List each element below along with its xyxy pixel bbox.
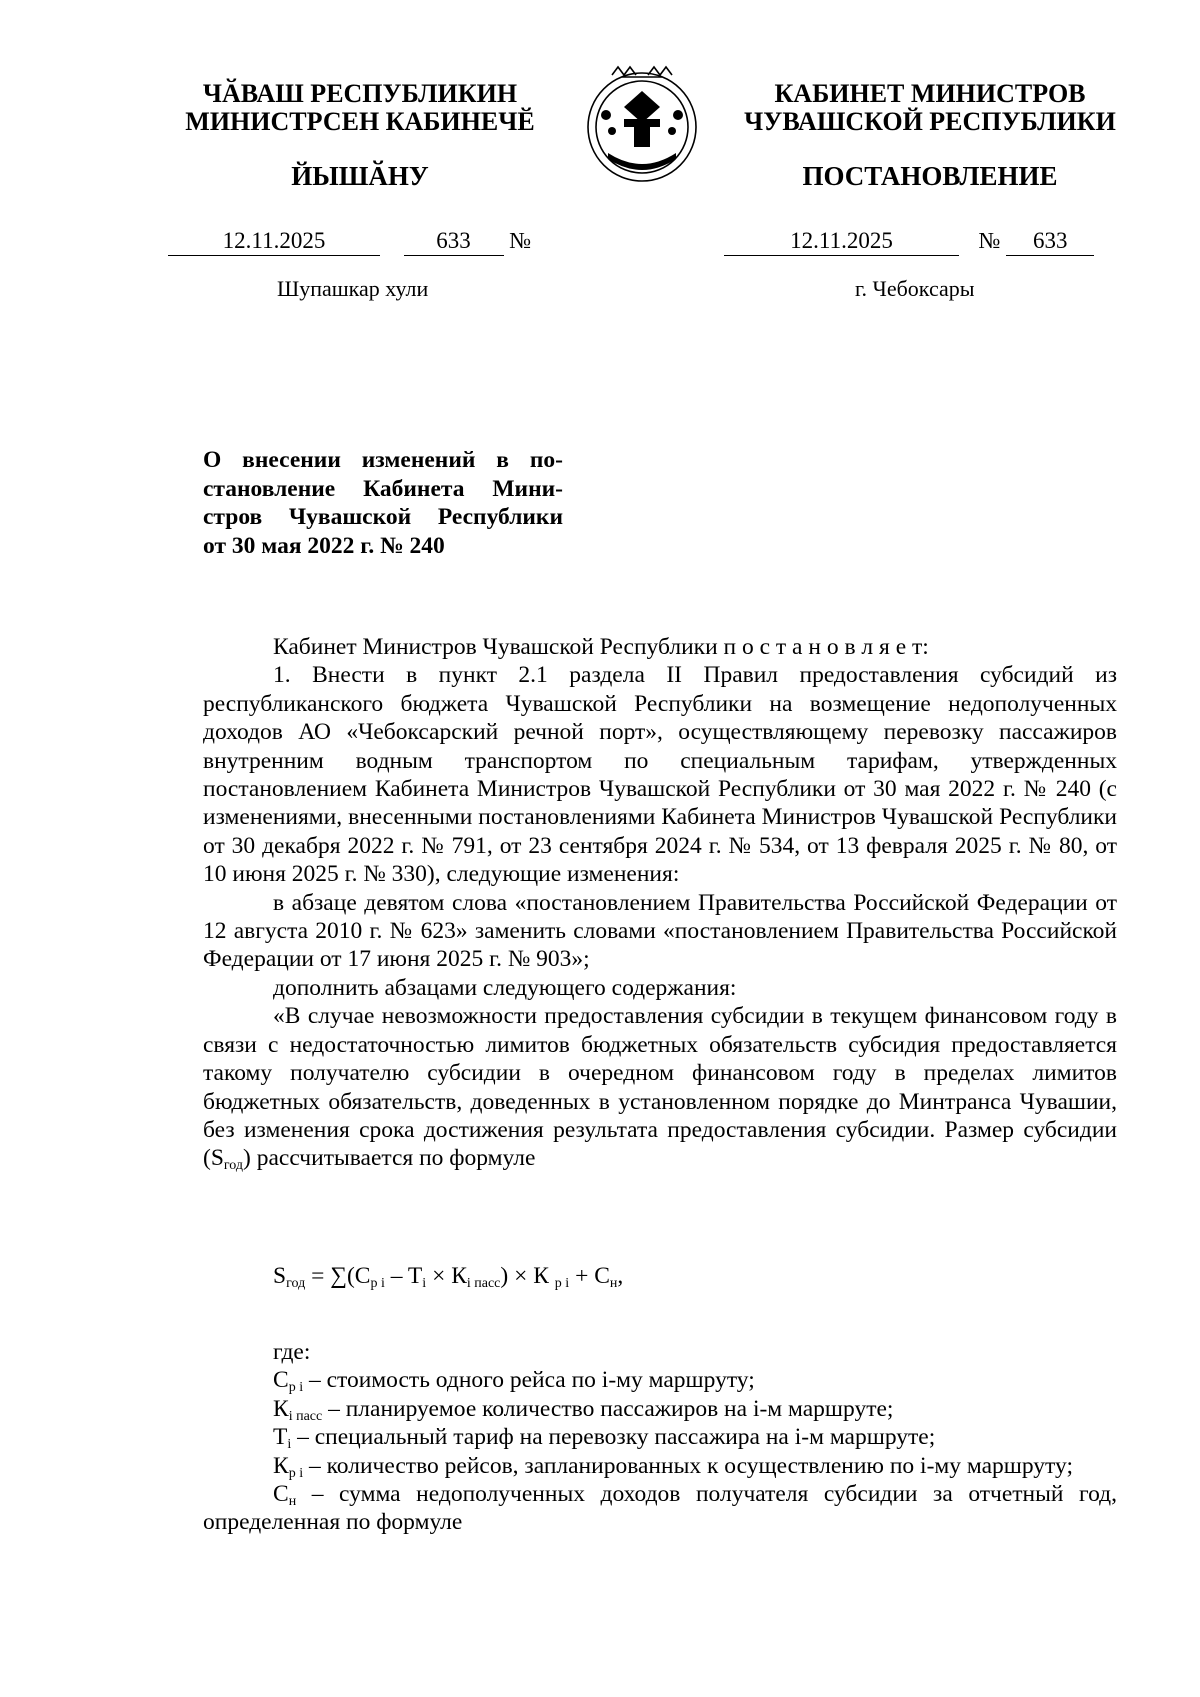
city-left: Шупашкар хули [277, 276, 429, 301]
header-left-doc-type: ЙЫШӐНУ [291, 161, 429, 191]
intro-verb: п о с т а н о в л я е т: [723, 634, 929, 660]
header-left-title [160, 80, 560, 136]
left-date: 12.11.2025 [168, 227, 380, 256]
body-text [203, 633, 1117, 1173]
definitions [203, 1338, 1117, 1537]
definition-k-ri: $К_{р i}$ – количество рейсов, запланированных к осуществлению по i-му маршруту; [273, 1452, 1073, 1481]
intro-paragraph [203, 633, 1117, 661]
header-left-line1: ЧӐВАШ РЕСПУБЛИКИН [202, 79, 518, 108]
city-right: г. Чебоксары [855, 276, 975, 301]
header-right-title [720, 80, 1140, 136]
header-right-line1: КАБИНЕТ МИНИСТРОВ [774, 79, 1086, 108]
paragraph-2: в абзаце девятом слова «постановлением Правительства Российской Федерации от 12 августа 2010 г. № 623» заменить словами «постановлением Правительства Российской Федерации от 17 июня 2025 г. № 903»; [203, 889, 1117, 973]
intro-text: Кабинет Министров Чувашской Республики [273, 634, 718, 660]
right-number-sign: № [978, 228, 1001, 253]
paragraph-4: «В случае невозможности предоставления субсидии в текущем финансовом году в связи с недостаточностью лимитов бюджетных обязательств субсидия предоставляется такому получателю субсидии в очередном финансовом году в пределах лимитов бюджетных обязательств, доведенных в установленном порядке до Минтранса Чувашии, без изменения срока достижения результата предоставления субсидии. Размер субсидии $(S_{год})$ рассчитывается по формуле [203, 1003, 1117, 1174]
left-number: 633 [404, 227, 504, 256]
header-right-line2: ЧУВАШСКОЙ РЕСПУБЛИКИ [744, 107, 1116, 136]
right-number: 633 [1006, 227, 1094, 256]
definition-c-n: $С_н$ – сумма недополученных доходов получателя субсидии за отчетный год, определенная по формуле [203, 1481, 1117, 1536]
header-left-line2: МИНИСТРСЕН КАБИНЕЧӖ [185, 107, 535, 136]
date-line-left [168, 220, 532, 253]
definition-k-pass: $К_{i пасс}$ – планируемое количество пассажиров на i-м маршруте; [273, 1395, 894, 1424]
title-line4: от 30 мая 2022 г. № 240 [203, 532, 445, 559]
chuvash-emblem-icon [572, 55, 712, 185]
left-number-sign: № [509, 228, 532, 253]
title-line3: стров Чувашской Республики [203, 504, 563, 530]
definition-t-i: $Т_i$ – специальный тариф на перевозку пассажира на i-м маршруте; [273, 1424, 936, 1453]
definition-c-ri: $С_{р i}$ – стоимость одного рейса по i-му маршруту; [273, 1367, 755, 1396]
title-line2: становление Кабинета Мини- [203, 475, 563, 502]
subsidy-formula: $S_{год} = \sum(С_{р i} - T_i \times К_{i пасс}) \times К$ $_{р i} + С_н$, [273, 1263, 624, 1291]
header-right-doc-type: ПОСТАНОВЛЕНИЕ [802, 161, 1058, 191]
paragraph-1: 1. Внести в пункт 2.1 раздела II Правил предоставления субсидий из республиканского бюджета Чувашской Республики на возмещение недополученных доходов АО «Чебоксарский речной порт», осуществляющему перевозку пассажиров внутренним водным транспортом по специальным тарифам, утвержденных постановлением Кабинета Министров Чувашской Республики от 30 мая 2022 г. № 240 (с изменениями, внесенными постановлениями Кабинета Министров Чувашской Республики от 30 декабря 2022 г. № 791, от 23 сентября 2024 г. № 534, от 13 февраля 2025 г. № 80, от 10 июня 2025 г. № 330), следующие изменения: [203, 662, 1117, 888]
document-title [203, 446, 563, 560]
right-date: 12.11.2025 [724, 227, 959, 256]
title-line1: О внесении изменений в по- [203, 447, 563, 473]
paragraph-3: дополнить абзацами следующего содержания: [273, 974, 737, 1001]
date-line-right [724, 220, 1094, 253]
where-label: где: [273, 1339, 311, 1365]
